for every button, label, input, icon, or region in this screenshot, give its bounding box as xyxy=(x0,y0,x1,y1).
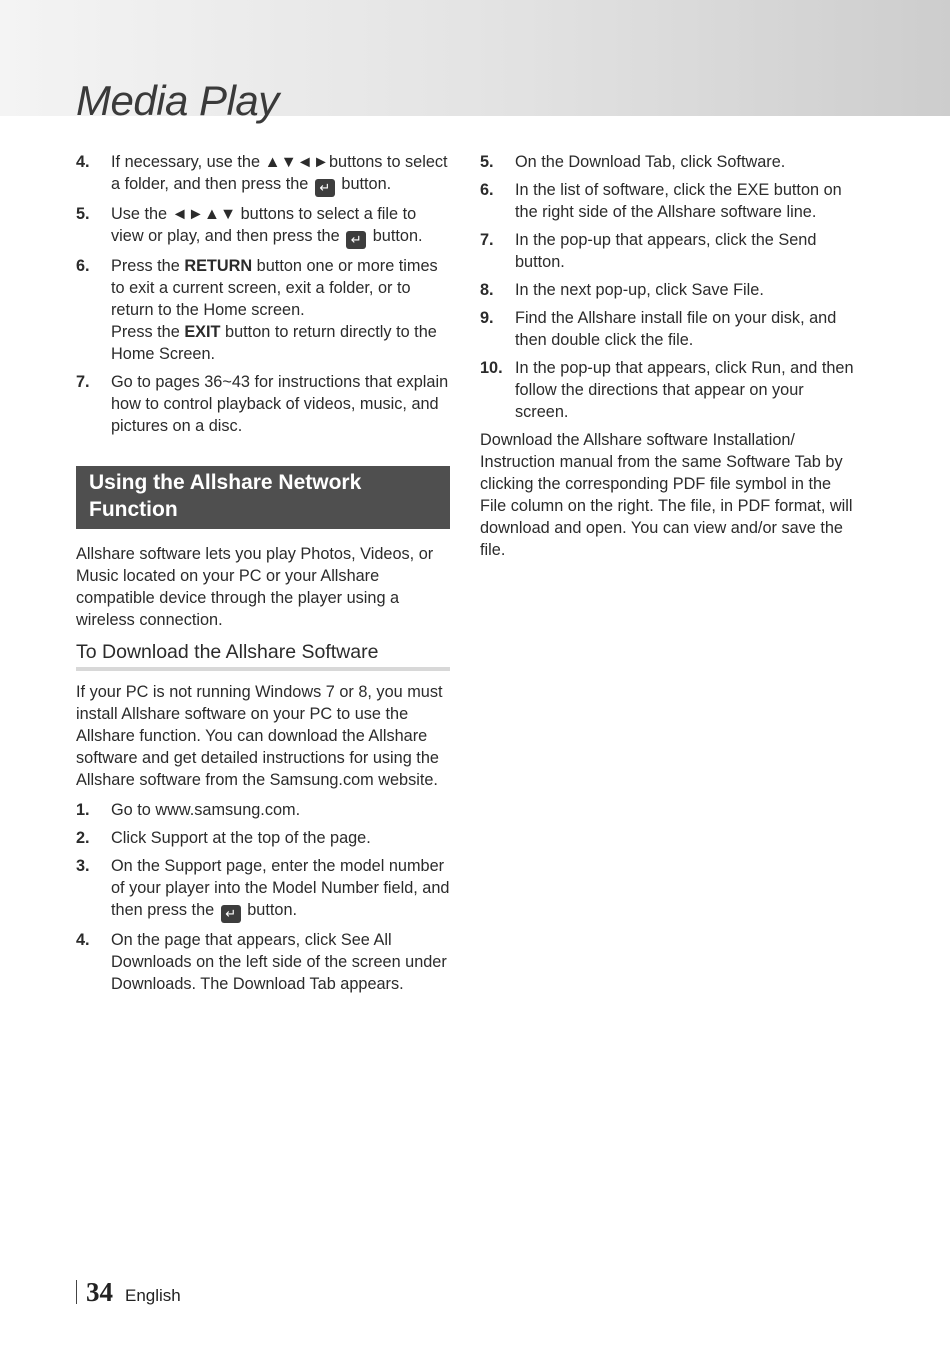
step-number: 7. xyxy=(480,231,494,249)
step-number: 10. xyxy=(480,359,503,377)
step-text: Press the xyxy=(111,323,185,341)
list-item xyxy=(480,307,860,351)
left-column xyxy=(76,151,450,1001)
step-number: 6. xyxy=(480,181,494,199)
step-text: button one or more times to exit a current screen, exit a folder, or to return to the Home screen. xyxy=(111,257,438,319)
step-text: On the Support page, enter the model number of your player into the Model Number field, and then press the xyxy=(111,857,450,919)
step-number: 5. xyxy=(480,153,494,171)
list-item xyxy=(480,151,860,173)
list-item xyxy=(76,151,450,197)
enter-button-icon: ↵ xyxy=(346,231,366,249)
step-text: If necessary, use the ▲▼◄►buttons to select a folder, and then press the xyxy=(111,153,448,193)
step-text: On the Download Tab, click Software. xyxy=(515,153,786,171)
steps-list-right xyxy=(480,151,860,423)
steps-list-top xyxy=(76,151,450,437)
step-text: Use the ◄►▲▼ buttons to select a file to view or play, and then press the xyxy=(111,205,417,245)
step-text: button to return directly to the Home Screen. xyxy=(111,323,437,363)
step-text: Click Support at the top of the page. xyxy=(111,829,371,847)
list-item xyxy=(76,799,450,821)
step-number: 5. xyxy=(76,205,90,223)
list-item xyxy=(76,827,450,849)
step-text: Go to www.samsung.com. xyxy=(111,801,301,819)
step-number: 1. xyxy=(76,801,90,819)
step-text: In the pop-up that appears, click the Send button. xyxy=(515,231,817,271)
step-text: In the pop-up that appears, click Run, and then follow the directions that appear on your screen. xyxy=(515,359,854,421)
button-keyword: EXIT xyxy=(184,323,221,341)
step-number: 9. xyxy=(480,309,494,327)
steps-list-bottom xyxy=(76,799,450,995)
enter-button-icon: ↵ xyxy=(221,905,241,923)
list-item xyxy=(76,255,450,365)
step-text: button. xyxy=(368,227,423,245)
step-number: 4. xyxy=(76,931,90,949)
list-item xyxy=(480,229,860,273)
step-text: On the page that appears, click See All Downloads on the left side of the screen under Downloads. The Download Tab appears. xyxy=(111,931,447,993)
subheading: To Download the Allshare Software xyxy=(76,639,450,671)
step-text: Go to pages 36~43 for instructions that explain how to control playback of videos, music, and pictures on a disc. xyxy=(111,373,449,435)
footer-language: English xyxy=(125,1286,181,1305)
page-title: Media Play xyxy=(76,77,279,124)
step-text: In the next pop-up, click Save File. xyxy=(515,281,764,299)
step-number: 3. xyxy=(76,857,90,875)
page-number: 34 xyxy=(86,1277,113,1307)
subsection-intro: If your PC is not running Windows 7 or 8, you must install Allshare software on your PC to use the Allshare function. You can download the Allshare software and get detailed instructions for using the Allshare software from the Samsung.com website. xyxy=(76,683,443,789)
list-item xyxy=(480,179,860,223)
step-text: In the list of software, click the EXE button on the right side of the Allshare software line. xyxy=(515,181,842,221)
step-number: 6. xyxy=(76,257,90,275)
right-column xyxy=(480,151,860,569)
step-text: button. xyxy=(336,175,392,193)
closing-paragraph: Download the Allshare software Installation/ Instruction manual from the same Software Tab by clicking the corresponding PDF file symbol in the File column on the right. The file, in PDF format, will download and open. You can view and/or save the file. xyxy=(480,431,853,559)
list-item xyxy=(76,371,450,437)
step-number: 8. xyxy=(480,281,494,299)
list-item xyxy=(480,357,860,423)
step-text: button. xyxy=(242,901,298,919)
list-item xyxy=(480,279,860,301)
section-heading: Using the Allshare Network Function xyxy=(76,466,450,529)
list-item xyxy=(76,203,450,249)
step-number: 2. xyxy=(76,829,90,847)
footer-divider xyxy=(76,1280,77,1304)
button-keyword: RETURN xyxy=(184,257,253,275)
section-intro: Allshare software lets you play Photos, Videos, or Music located on your PC or your Allshare compatible device through the player using a wireless connection. xyxy=(76,545,434,629)
enter-button-icon: ↵ xyxy=(315,179,335,197)
list-item xyxy=(76,855,450,923)
step-text: Find the Allshare install file on your disk, and then double click the file. xyxy=(515,309,837,349)
step-number: 7. xyxy=(76,373,90,391)
step-number: 4. xyxy=(76,153,90,171)
step-text: Press the xyxy=(111,257,185,275)
list-item xyxy=(76,929,450,995)
